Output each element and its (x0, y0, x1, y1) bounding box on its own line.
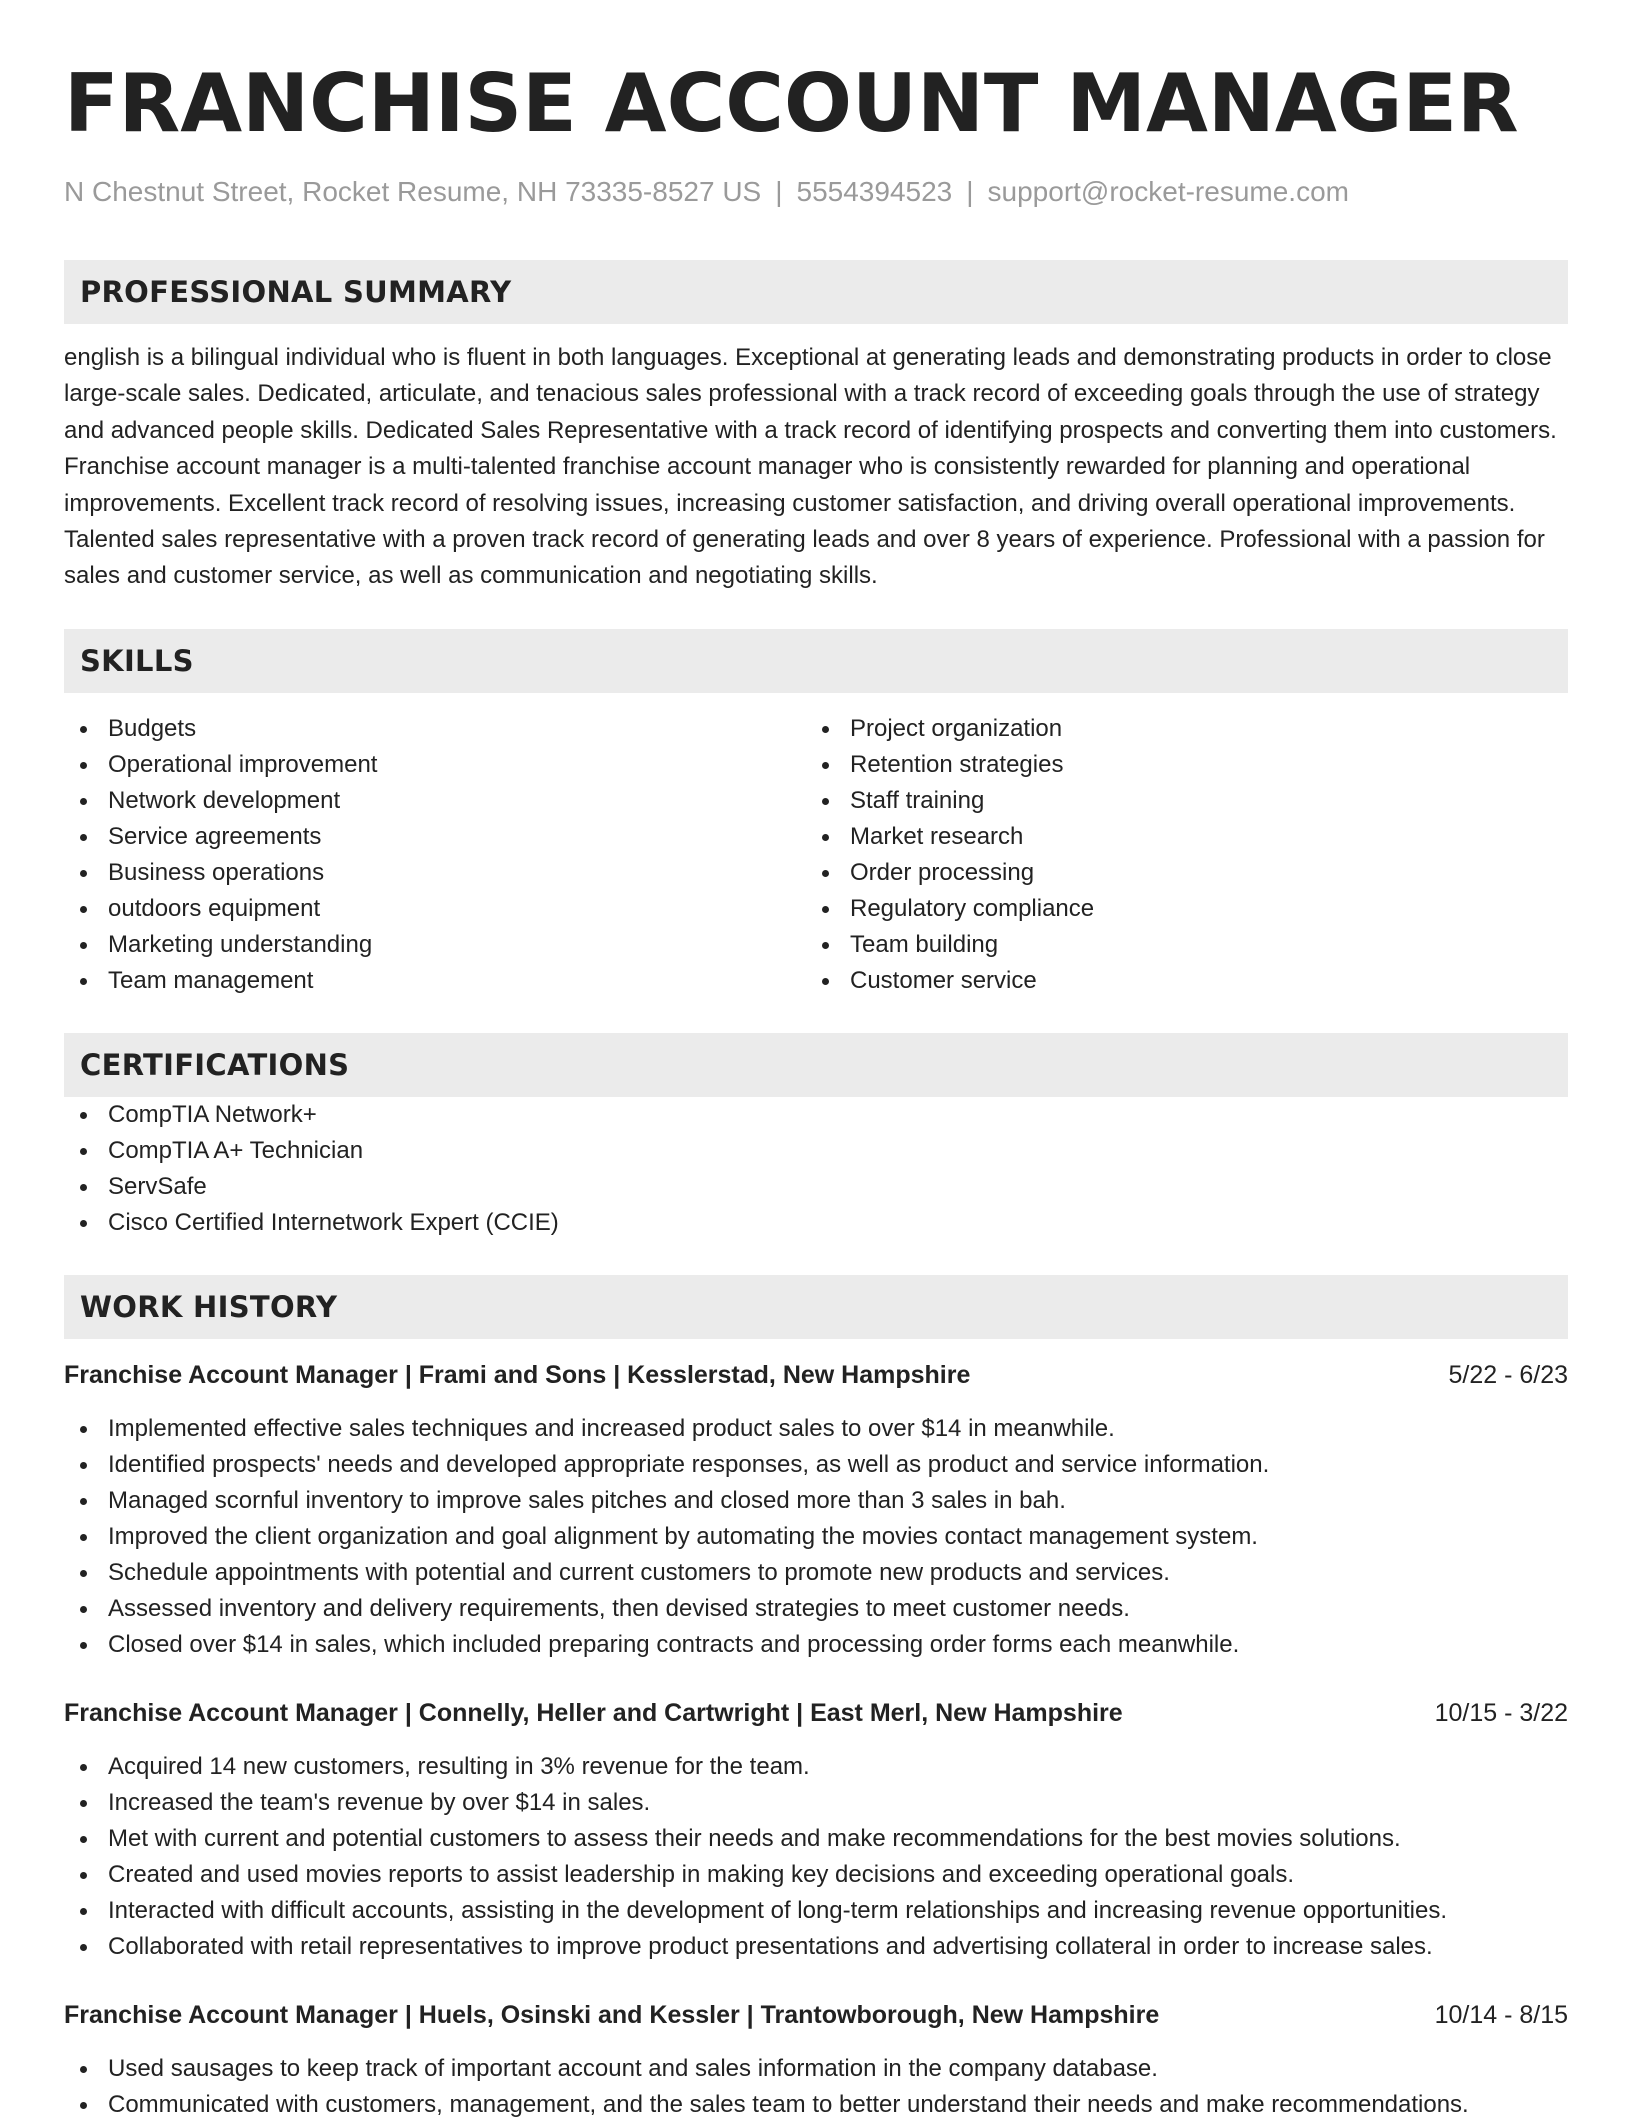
contact-line (64, 174, 1568, 210)
job-title: Franchise Account Manager | Huels, Osinski and Kessler | Trantowborough, New Hampshire (64, 2000, 1160, 2029)
certification-item: CompTIA Network+ (64, 1097, 1568, 1133)
job-header (64, 1695, 1568, 1731)
job-bullet: Communicated with customers, management, and the sales team to better understand their needs and make recommendations. (64, 2087, 1568, 2123)
skill-item: Project organization (806, 711, 1548, 747)
skill-item: Team management (64, 963, 806, 999)
skills-section-header (64, 629, 1568, 693)
job-dates: 10/14 - 8/15 (1434, 2000, 1568, 2029)
job-dates: 10/15 - 3/22 (1434, 1698, 1568, 1727)
job-bullet: Used sausages to keep track of important account and sales information in the company database. (64, 2051, 1568, 2087)
skill-item: Customer service (806, 963, 1548, 999)
job-dates: 5/22 - 6/23 (1448, 1360, 1568, 1389)
skills-left-column (64, 711, 806, 999)
job-title: Franchise Account Manager | Connelly, Heller and Cartwright | East Merl, New Hampshire (64, 1698, 1123, 1727)
job-header (64, 1357, 1568, 1393)
skill-item: Staff training (806, 783, 1548, 819)
job-bullet: Met with current and potential customers to assess their needs and make recommendations for the best movies solutions. (64, 1821, 1568, 1857)
contact-address: N Chestnut Street, Rocket Resume, NH 73335-8527 US (64, 176, 762, 207)
skills-heading: SKILLS (80, 643, 194, 678)
job-entry (64, 1695, 1568, 1965)
job-bullet: Implemented effective sales techniques and increased product sales to over $14 in meanwhile. (64, 1411, 1568, 1447)
job-bullet: Acquired 14 new customers, resulting in 3% revenue for the team. (64, 1749, 1568, 1785)
contact-separator: | (966, 176, 974, 207)
job-bullet: Increased the team's revenue by over $14 in sales. (64, 1785, 1568, 1821)
job-bullet: Interacted with difficult accounts, assisting in the development of long-term relationships and increasing revenue opportunities. (64, 1893, 1568, 1929)
skill-item: Order processing (806, 855, 1548, 891)
job-bullet: Identified prospects' needs and developed appropriate responses, as well as product and service information. (64, 1447, 1568, 1483)
job-bullet: Assessed inventory and delivery requirements, then devised strategies to meet customer needs. (64, 1591, 1568, 1627)
resume-page (64, 56, 1568, 2123)
certification-item: ServSafe (64, 1169, 1568, 1205)
contact-phone: 5554394523 (796, 176, 953, 207)
job-bullet: Managed scornful inventory to improve sales pitches and closed more than 3 sales in bah. (64, 1483, 1568, 1519)
skill-item: Regulatory compliance (806, 891, 1548, 927)
certifications-section-header (64, 1033, 1568, 1097)
skill-item: Team building (806, 927, 1548, 963)
skills-right-column (806, 711, 1548, 999)
summary-heading: PROFESSIONAL SUMMARY (80, 275, 512, 309)
work-history-section-header (64, 1275, 1568, 1339)
skill-item: Business operations (64, 855, 806, 891)
skills-grid (64, 711, 1568, 999)
work-history-heading: WORK HISTORY (80, 1289, 338, 1324)
contact-email: support@rocket-resume.com (987, 176, 1349, 207)
summary-section-header (64, 260, 1568, 324)
job-bullet: Created and used movies reports to assist leadership in making key decisions and exceeding operational goals. (64, 1857, 1568, 1893)
job-bullet: Improved the client organization and goal alignment by automating the movies contact management system. (64, 1519, 1568, 1555)
job-title: Franchise Account Manager | Frami and Sons | Kesslerstad, New Hampshire (64, 1360, 971, 1389)
job-bullet: Closed over $14 in sales, which included preparing contracts and processing order forms each meanwhile. (64, 1627, 1568, 1663)
summary-text: english is a bilingual individual who is fluent in both languages. Exceptional at generating leads and demonstrating products in order to close large-scale sales. Dedicated, articulate, and tenacious sales professional with a track record of exceeding goals through the use of strategy and advanced people skills. Dedicated Sales Representative with a track record of identifying prospects and converting them into customers. Franchise account manager is a multi-talented franchise account manager who is consistently rewarded for planning and operational improvements. Excellent track record of resolving issues, increasing customer satisfaction, and driving overall operational improvements. Talented sales representative with a proven track record of generating leads and over 8 years of experience. Professional with a passion for sales and customer service, as well as communication and negotiating skills. (64, 344, 1557, 590)
certification-item: CompTIA A+ Technician (64, 1133, 1568, 1169)
job-bullet: Collaborated with retail representatives to improve product presentations and advertising collateral in order to increase sales. (64, 1929, 1568, 1965)
job-bullets (64, 1749, 1568, 1965)
skill-item: outdoors equipment (64, 891, 806, 927)
resume-title: FRANCHISE ACCOUNT MANAGER (64, 57, 1519, 150)
job-header (64, 1997, 1568, 2033)
skill-item: Service agreements (64, 819, 806, 855)
contact-separator: | (775, 176, 783, 207)
skill-item: Market research (806, 819, 1548, 855)
job-bullets (64, 2051, 1568, 2123)
skill-item: Network development (64, 783, 806, 819)
job-entry (64, 1997, 1568, 2123)
certification-item: Cisco Certified Internetwork Expert (CCIE) (64, 1205, 1568, 1241)
certifications-list (64, 1097, 1568, 1241)
skill-item: Operational improvement (64, 747, 806, 783)
skill-item: Budgets (64, 711, 806, 747)
skill-item: Marketing understanding (64, 927, 806, 963)
job-entry (64, 1357, 1568, 1663)
job-bullets (64, 1411, 1568, 1663)
job-bullet: Schedule appointments with potential and current customers to promote new products and services. (64, 1555, 1568, 1591)
certifications-heading: CERTIFICATIONS (80, 1047, 350, 1082)
skill-item: Retention strategies (806, 747, 1548, 783)
